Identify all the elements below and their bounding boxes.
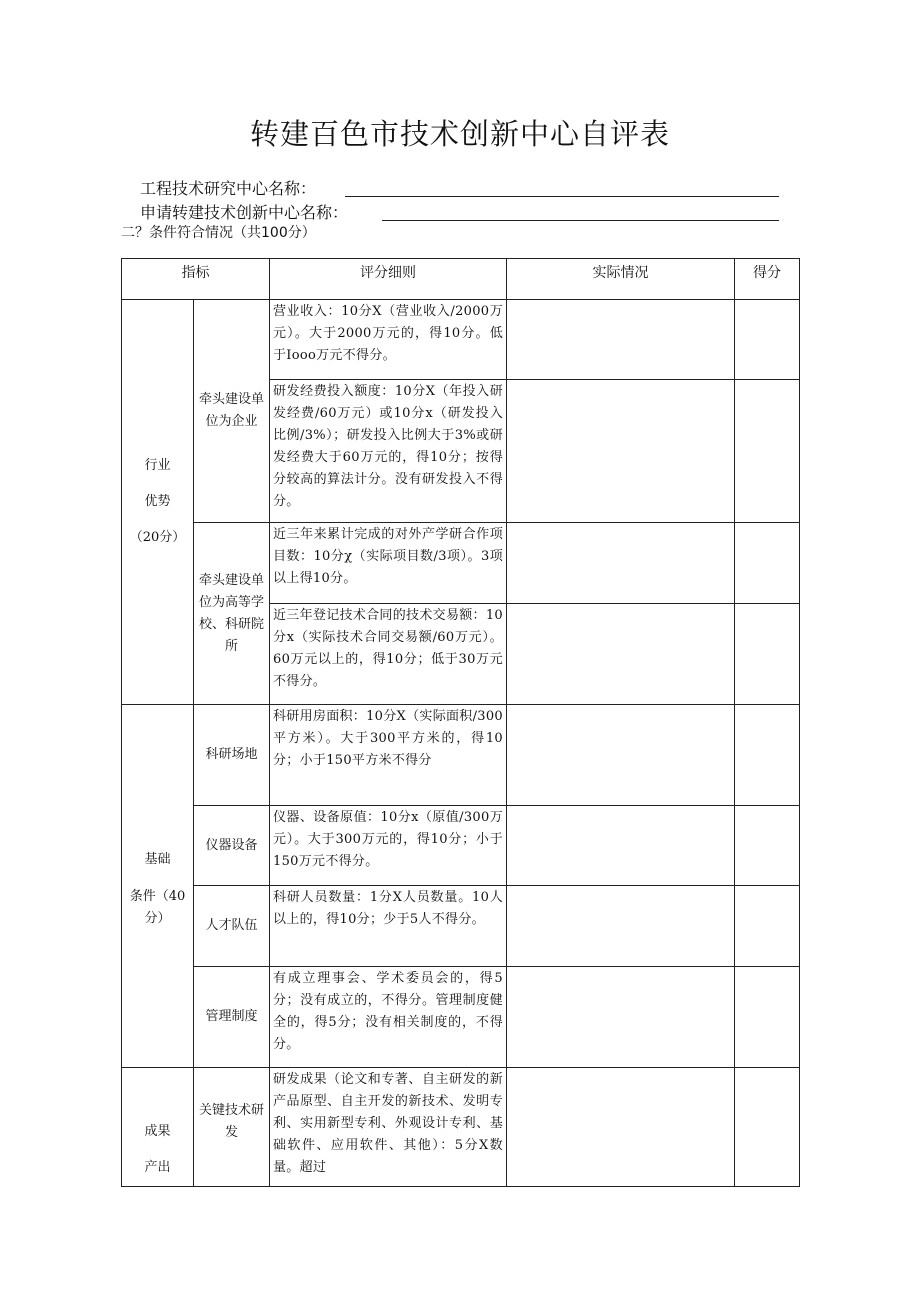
score-cell[interactable]: [735, 300, 800, 380]
category-industry-line1: 行业: [144, 458, 171, 473]
header-actual: 实际情况: [507, 259, 735, 300]
header-rules: 评分细则: [270, 259, 507, 300]
actual-cell[interactable]: [507, 604, 735, 705]
category-basic-line3: 分）: [144, 911, 171, 926]
sub-management: 管理制度: [194, 967, 270, 1068]
sub-talent: 人才队伍: [194, 886, 270, 967]
rule-revenue: 营业收入：10分X（营业收入/2000万元）。大于2000万元的，得10分。低于Iooo万元不得分。: [270, 300, 507, 380]
sub-equipment: 仪器设备: [194, 806, 270, 886]
category-industry: [122, 300, 194, 705]
actual-cell[interactable]: [507, 380, 735, 523]
table-row: [122, 523, 800, 604]
actual-cell[interactable]: [507, 523, 735, 604]
center-name-blank[interactable]: [345, 196, 779, 197]
category-output: [122, 1068, 194, 1187]
category-basic-line1: 基础: [144, 852, 171, 867]
center-name-label: 工程技术研究中心名称：: [140, 179, 317, 198]
score-cell[interactable]: [735, 806, 800, 886]
apply-name-blank[interactable]: [382, 220, 779, 221]
rule-management-system: 有成立理事会、学术委员会的，得5分；没有成立的，不得分。管理制度健全的，得5分；没有相关制度的，不得分。: [270, 967, 507, 1068]
table-row: [122, 967, 800, 1068]
rule-rd-results: 研发成果（论文和专著、自主研发的新产品原型、自主开发的新技术、发明专利、实用新型专利、外观设计专利、基础软件、应用软件、其他）：5分X数量。超过: [270, 1068, 507, 1187]
actual-cell[interactable]: [507, 300, 735, 380]
actual-cell[interactable]: [507, 886, 735, 967]
page-title: 转建百色市技术创新中心自评表: [249, 117, 670, 151]
category-basic: [122, 705, 194, 1068]
rule-equipment-value: 仪器、设备原值：10分x（原值/300万元）。大于300万元的，得10分；小于150万元不得分。: [270, 806, 507, 886]
actual-cell[interactable]: [507, 1068, 735, 1187]
actual-cell[interactable]: [507, 967, 735, 1068]
score-cell[interactable]: [735, 705, 800, 806]
score-cell[interactable]: [735, 523, 800, 604]
score-cell[interactable]: [735, 380, 800, 523]
rule-staff-count: 科研人员数量：1分X人员数量。10人以上的，得10分；少于5人不得分。: [270, 886, 507, 967]
sub-research-site: 科研场地: [194, 705, 270, 806]
score-cell[interactable]: [735, 967, 800, 1068]
sub-lead-enterprise: 牵头建设单位为企业: [194, 300, 270, 523]
actual-cell[interactable]: [507, 806, 735, 886]
category-output-line1: 成果: [144, 1124, 171, 1139]
section-heading: 二？条件符合情况（共100分）: [121, 225, 316, 241]
sub-lead-university: 牵头建设单位为高等学校、科研院所: [194, 523, 270, 705]
table-row: [122, 806, 800, 886]
score-cell[interactable]: [735, 604, 800, 705]
apply-name-label: 申请转建技术创新中心名称：: [140, 203, 349, 222]
rule-research-area: 科研用房面积：10分X（实际面积/300平方米）。大于300平方米的，得10分；小于150平方米不得分: [270, 705, 507, 806]
rule-cooperation-projects: 近三年来累计完成的对外产学研合作项目数：10分χ（实际项目数/3项）。3项以上得10分。: [270, 523, 507, 604]
table-row: [122, 1068, 800, 1187]
category-output-line2: 产出: [144, 1160, 171, 1175]
table-header-row: [122, 259, 800, 300]
evaluation-table: [121, 258, 800, 1187]
center-name-field[interactable]: [140, 176, 316, 199]
score-cell[interactable]: [735, 1068, 800, 1187]
header-indicator: 指标: [122, 259, 270, 300]
sub-key-tech: 关键技术研发: [194, 1068, 270, 1187]
header-score: 得分: [735, 259, 800, 300]
table-row: [122, 300, 800, 380]
rule-rd-investment: 研发经费投入额度：10分X（年投入研发经费/60万元）或10分x（研发投入比例/3%）；研发投入比例大于3%或研发经费大于60万元的，得10分；按得分较高的算法计分。没有研发投入不得分。: [270, 380, 507, 523]
apply-name-field[interactable]: [140, 200, 348, 223]
table-row: [122, 886, 800, 967]
category-industry-line2: 优势: [144, 494, 171, 509]
category-basic-line2: 条件（40: [129, 889, 186, 904]
actual-cell[interactable]: [507, 705, 735, 806]
table-row: [122, 705, 800, 806]
rule-tech-contracts: 近三年登记技术合同的技术交易额：10分x（实际技术合同交易额/60万元）。60万元以上的，得10分；低于30万元不得分。: [270, 604, 507, 705]
score-cell[interactable]: [735, 886, 800, 967]
category-industry-line3: （20分）: [129, 530, 186, 545]
